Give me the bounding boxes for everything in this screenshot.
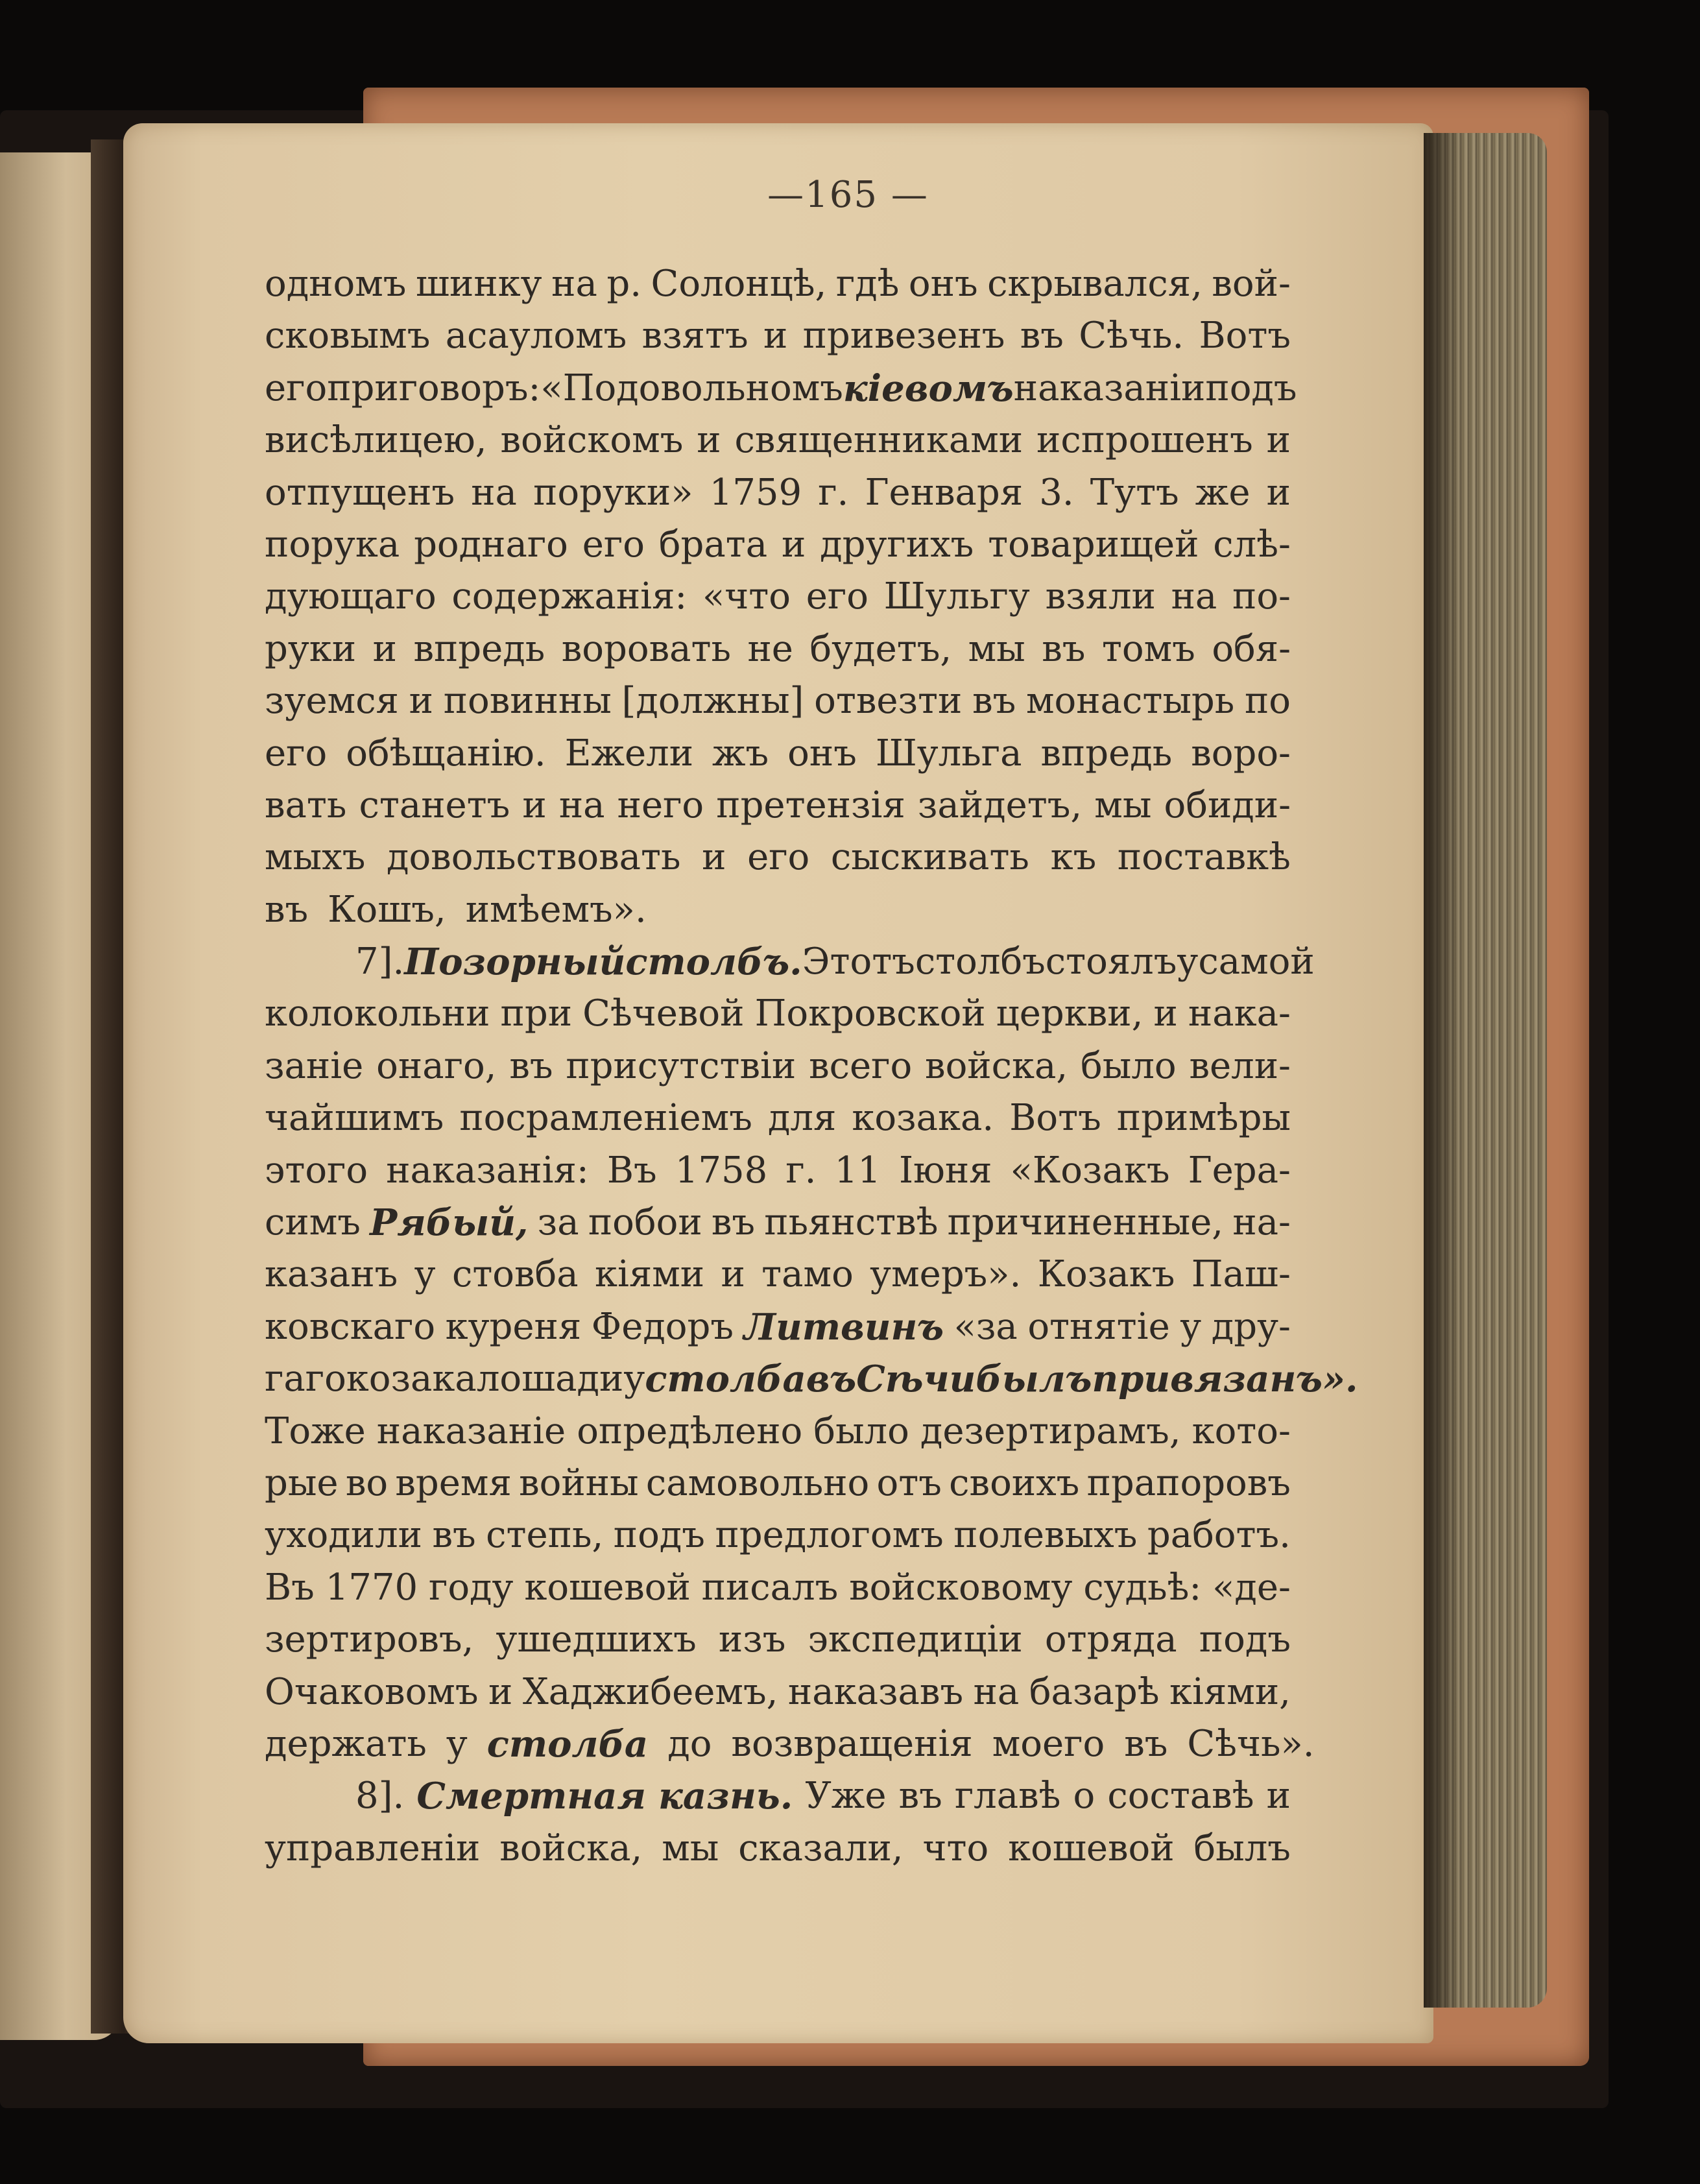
word: работъ.: [1147, 1514, 1291, 1557]
word: войсковому: [849, 1566, 1073, 1609]
word: дезертирамъ,: [920, 1410, 1181, 1452]
text-line: [265, 1458, 1291, 1509]
word: скрывался,: [987, 263, 1203, 305]
word: обя-: [1212, 627, 1291, 670]
word: въ: [1020, 315, 1064, 357]
word: и: [372, 627, 397, 670]
word: отнятіе: [1027, 1305, 1170, 1348]
word: Сѣчь.: [1079, 315, 1184, 357]
word: на: [471, 471, 517, 514]
word: 1759: [709, 471, 802, 514]
word: писалъ: [701, 1566, 839, 1609]
word: въ: [972, 680, 1016, 723]
text-line: [265, 1509, 1291, 1561]
word: наказаніе: [376, 1410, 566, 1452]
word: мы: [1094, 784, 1152, 826]
word: кіями,: [1169, 1670, 1291, 1713]
word: его: [747, 836, 810, 879]
word: въ: [806, 1358, 857, 1401]
text-line: [265, 1301, 1291, 1353]
word: его: [265, 366, 328, 409]
word: зуемся: [265, 680, 399, 723]
word: имѣемъ».: [465, 888, 647, 931]
word: въ: [1124, 1722, 1168, 1765]
word: симъ: [265, 1201, 361, 1244]
word: самой: [1198, 941, 1315, 983]
text-line: [265, 1666, 1291, 1718]
word: главѣ: [954, 1775, 1061, 1818]
word: гдѣ: [835, 263, 900, 305]
text-line: [265, 780, 1291, 832]
word: на: [1171, 575, 1217, 618]
word: по-: [1232, 575, 1291, 618]
word: нака-: [1188, 992, 1291, 1035]
word: не: [747, 627, 793, 670]
word: козака.: [852, 1097, 994, 1140]
word: своихъ: [949, 1461, 1080, 1504]
word: Сѣчевой: [582, 992, 745, 1035]
word: было: [1081, 1044, 1177, 1087]
word: кошевой: [1008, 1827, 1175, 1869]
word: 3.: [1039, 471, 1074, 514]
word: году: [428, 1566, 514, 1609]
word: шинку: [415, 263, 542, 305]
word: у: [414, 1253, 436, 1296]
word: столбъ.: [625, 941, 802, 984]
word: подъ: [1199, 1618, 1291, 1661]
word: воро-: [1191, 732, 1291, 774]
word: причиненные,: [947, 1201, 1224, 1244]
word: Смертная: [416, 1775, 646, 1818]
word: для: [767, 1097, 837, 1140]
word: въ: [898, 1775, 942, 1818]
word: лошади: [476, 1358, 624, 1400]
text-line: [265, 884, 1291, 936]
word: онъ: [908, 263, 978, 305]
word: возвращенія: [731, 1722, 973, 1765]
word: во: [345, 1461, 389, 1504]
word: подъ: [613, 1514, 705, 1557]
word: козака: [346, 1358, 477, 1400]
word: подъ: [1205, 366, 1297, 409]
word: къ: [1050, 836, 1097, 879]
word: и: [697, 419, 721, 462]
word: отпущенъ: [265, 471, 455, 514]
word: и: [763, 315, 788, 357]
word: взятъ: [641, 315, 748, 357]
word: его: [265, 732, 328, 774]
text-line: [265, 1718, 1315, 1770]
word: отряда: [1044, 1618, 1177, 1661]
word: Федоръ: [591, 1305, 734, 1348]
word: слѣ-: [1213, 523, 1291, 566]
word: стоялъ: [1045, 941, 1177, 983]
word: Гера-: [1188, 1149, 1291, 1192]
word: Уже: [805, 1775, 887, 1818]
text-line: [265, 363, 1297, 414]
word: время: [395, 1461, 512, 1504]
word: 11: [834, 1149, 881, 1192]
word: заніе: [265, 1044, 364, 1087]
word: за: [537, 1201, 579, 1244]
word: онъ: [787, 732, 857, 774]
word: на: [551, 263, 597, 305]
word: ковскаго: [265, 1305, 436, 1348]
word: обѣщанію.: [346, 732, 546, 774]
word: уходили: [265, 1514, 422, 1557]
word: мыхъ: [265, 836, 366, 879]
word: въ: [432, 1514, 476, 1557]
text-line: [265, 1040, 1291, 1092]
word: столбъ: [915, 941, 1046, 983]
word: г.: [818, 471, 849, 514]
word: одномъ: [265, 263, 407, 305]
word: асауломъ: [445, 315, 627, 357]
word: моего: [992, 1722, 1105, 1765]
word: тамо: [761, 1253, 854, 1296]
word: сковымъ: [265, 315, 431, 357]
text-line: [265, 623, 1291, 675]
text-line: [265, 936, 1315, 988]
word: Хаджибеемъ,: [522, 1670, 778, 1713]
word: онаго,: [376, 1044, 497, 1087]
word: ушедшихъ: [496, 1618, 697, 1661]
word: рые: [265, 1461, 339, 1504]
word: держать: [265, 1722, 427, 1765]
word: до: [667, 1722, 712, 1765]
word: базарѣ: [1029, 1670, 1160, 1713]
word: 1758: [675, 1149, 768, 1192]
word: томъ: [1101, 627, 1195, 670]
word: и: [1266, 419, 1291, 462]
text-line: [265, 1614, 1291, 1666]
word: Очаковомъ: [265, 1670, 479, 1713]
text-line: [265, 1770, 1291, 1822]
word: Литвинъ: [743, 1305, 944, 1349]
word: пьянствѣ: [764, 1201, 939, 1244]
word: куреня: [445, 1305, 582, 1348]
word: по: [1244, 680, 1291, 723]
word: гаго: [265, 1358, 346, 1400]
word: полевыхъ: [953, 1514, 1138, 1557]
text-line: [265, 1562, 1291, 1614]
word: Сѣчь».: [1187, 1722, 1315, 1765]
word: Козакъ: [1037, 1253, 1175, 1296]
text-line: [265, 414, 1291, 466]
word: казанъ: [265, 1253, 398, 1296]
word: посрамленіемъ: [459, 1097, 752, 1140]
page-number: —165 —: [767, 174, 929, 216]
word: впредь: [1040, 732, 1173, 774]
word: «По: [540, 366, 617, 409]
word: въ: [509, 1044, 553, 1087]
word: отъ: [876, 1461, 942, 1504]
word: кошевой: [524, 1566, 691, 1609]
word: «за: [953, 1305, 1018, 1348]
word: былъ: [1193, 1827, 1291, 1869]
word: сыскивать: [830, 836, 1029, 879]
word: Ежели: [564, 732, 694, 774]
text-line: [265, 675, 1291, 727]
word: наказавъ: [787, 1670, 964, 1713]
word: казнь.: [658, 1775, 793, 1818]
word: вой-: [1212, 263, 1291, 305]
word: и: [1266, 1775, 1291, 1818]
word: и: [1266, 471, 1291, 514]
word: обиди-: [1164, 784, 1291, 826]
word: о: [1073, 1775, 1095, 1818]
word: столба: [645, 1358, 806, 1401]
word: 7].: [355, 941, 405, 983]
word: предлогомъ: [715, 1514, 944, 1557]
word: и: [702, 836, 726, 879]
word: кіями: [595, 1253, 705, 1296]
word: взяли: [1045, 575, 1156, 618]
word: поруки»: [533, 471, 693, 514]
word: другихъ: [820, 523, 974, 566]
word: претензія: [716, 784, 905, 826]
word: Тутъ: [1090, 471, 1179, 514]
word: довольствовать: [386, 836, 681, 879]
word: станетъ: [359, 784, 510, 826]
word: этого: [265, 1149, 368, 1192]
word: войны: [519, 1461, 639, 1504]
word: повинны: [443, 680, 612, 723]
word: Сѣчи: [856, 1358, 976, 1401]
word: священниками: [734, 419, 1024, 462]
word: умеръ».: [870, 1253, 1022, 1296]
page-header: [0, 174, 1700, 216]
word: чайшимъ: [265, 1097, 444, 1140]
word: воровать: [561, 627, 731, 670]
word: и: [409, 680, 433, 723]
word: наказаніи: [1013, 366, 1206, 409]
word: р.: [606, 263, 642, 305]
word: товарищей: [988, 523, 1199, 566]
word: былъ: [976, 1358, 1092, 1401]
word: примѣры: [1116, 1097, 1291, 1140]
word: зертировъ,: [265, 1618, 474, 1661]
word: вели-: [1189, 1044, 1291, 1087]
word: брата: [658, 523, 768, 566]
word: его: [806, 575, 868, 618]
word: и: [721, 1253, 745, 1296]
word: стовба: [451, 1253, 579, 1296]
word: впредь: [413, 627, 545, 670]
word: монастырь: [1025, 680, 1235, 723]
word: войска,: [925, 1044, 1068, 1087]
word: Вотъ: [1199, 315, 1291, 357]
text-line: [265, 1145, 1291, 1197]
word: прапоровъ: [1086, 1461, 1291, 1504]
word: Кошъ,: [328, 888, 446, 931]
word: «де-: [1212, 1566, 1291, 1609]
word: опредѣлено: [577, 1410, 803, 1452]
word: привезенъ: [802, 315, 1005, 357]
word: на-: [1232, 1201, 1291, 1244]
fore-edge-shadow: [1424, 133, 1463, 2008]
word: кіевомъ: [843, 366, 1014, 410]
word: приговоръ:: [327, 366, 541, 409]
word: Генваря: [865, 471, 1024, 514]
word: и: [488, 1670, 513, 1713]
word: и: [781, 523, 806, 566]
word: степь,: [486, 1514, 604, 1557]
text-line: [265, 258, 1291, 310]
text-line: [265, 728, 1291, 780]
word: наказанія:: [386, 1149, 589, 1192]
word: церкви,: [996, 992, 1143, 1035]
word: войскомъ: [500, 419, 684, 462]
word: дру-: [1211, 1305, 1291, 1348]
word: г.: [785, 1149, 817, 1192]
word: порука: [265, 523, 400, 566]
word: на: [558, 784, 605, 826]
word: и: [522, 784, 547, 826]
word: побои: [588, 1201, 702, 1244]
text-line: [265, 1353, 1358, 1405]
text-line: [265, 571, 1291, 623]
word: въ: [711, 1201, 756, 1244]
word: судьѣ:: [1083, 1566, 1202, 1609]
word: что: [922, 1827, 989, 1869]
word: Покровской: [754, 992, 986, 1035]
word: составѣ: [1107, 1775, 1254, 1818]
word: на: [973, 1670, 1020, 1713]
word: дующаго: [265, 575, 437, 618]
word: будетъ,: [809, 627, 952, 670]
word: Рябый,: [370, 1201, 529, 1245]
word: въ: [265, 888, 309, 931]
word: Въ: [606, 1149, 657, 1192]
word: зайдетъ,: [917, 784, 1083, 826]
word: у: [446, 1722, 468, 1765]
word: Этотъ: [802, 941, 915, 983]
page-text: [265, 258, 1358, 1875]
word: колокольни: [265, 992, 490, 1035]
text-line: [265, 1249, 1291, 1301]
text-line: [265, 1197, 1291, 1249]
word: же: [1195, 471, 1251, 514]
word: у: [1177, 941, 1199, 983]
word: «что: [702, 575, 791, 618]
word: въ: [1042, 627, 1086, 670]
word: было: [813, 1410, 909, 1452]
word: руки: [265, 627, 357, 670]
word: его: [582, 523, 645, 566]
word: Въ: [265, 1566, 315, 1609]
word: 1770: [325, 1566, 418, 1609]
word: экспедиціи: [808, 1618, 1023, 1661]
word: 8].: [355, 1775, 405, 1818]
word: при: [500, 992, 573, 1035]
word: Вотъ: [1009, 1097, 1101, 1140]
word: вать: [265, 784, 347, 826]
word: него: [617, 784, 704, 826]
word: привязанъ».: [1092, 1358, 1358, 1401]
word: Позорный: [404, 941, 626, 984]
word: у: [1180, 1305, 1202, 1348]
text-line: [265, 467, 1291, 519]
word: [должны]: [621, 680, 804, 723]
word: «Козакъ: [1010, 1149, 1170, 1192]
word: всего: [809, 1044, 913, 1087]
word: изъ: [718, 1618, 786, 1661]
word: Шульга: [875, 732, 1022, 774]
text-line: [265, 988, 1291, 1040]
word: испрошенъ: [1036, 419, 1253, 462]
word: присутствіи: [566, 1044, 796, 1087]
word: Тоже: [265, 1410, 366, 1452]
word: управленіи: [265, 1827, 481, 1869]
word: у: [623, 1358, 645, 1400]
word: самовольно: [645, 1461, 870, 1504]
word: отвезти: [814, 680, 963, 723]
word: сказали,: [738, 1827, 904, 1869]
word: Іюня: [898, 1149, 992, 1192]
word: кото-: [1191, 1410, 1291, 1452]
word: висѣлицею,: [265, 419, 487, 462]
word: жъ: [712, 732, 769, 774]
word: Шульгу: [883, 575, 1030, 618]
word: мы: [662, 1827, 719, 1869]
word: мы: [968, 627, 1025, 670]
word: роднаго: [414, 523, 568, 566]
text-line: [265, 1406, 1291, 1458]
word: Паш-: [1191, 1253, 1291, 1296]
word: войска,: [499, 1827, 643, 1869]
text-line: [265, 1092, 1291, 1144]
word: поставкѣ: [1117, 836, 1291, 879]
word: содержанія:: [451, 575, 688, 618]
word: и: [1153, 992, 1178, 1035]
text-line: [265, 519, 1291, 571]
text-line: [265, 1823, 1291, 1875]
word: довольномъ: [616, 366, 843, 409]
word: Солонцѣ,: [651, 263, 827, 305]
word: столба: [486, 1722, 649, 1766]
text-line: [265, 832, 1291, 883]
text-line: [265, 310, 1291, 362]
